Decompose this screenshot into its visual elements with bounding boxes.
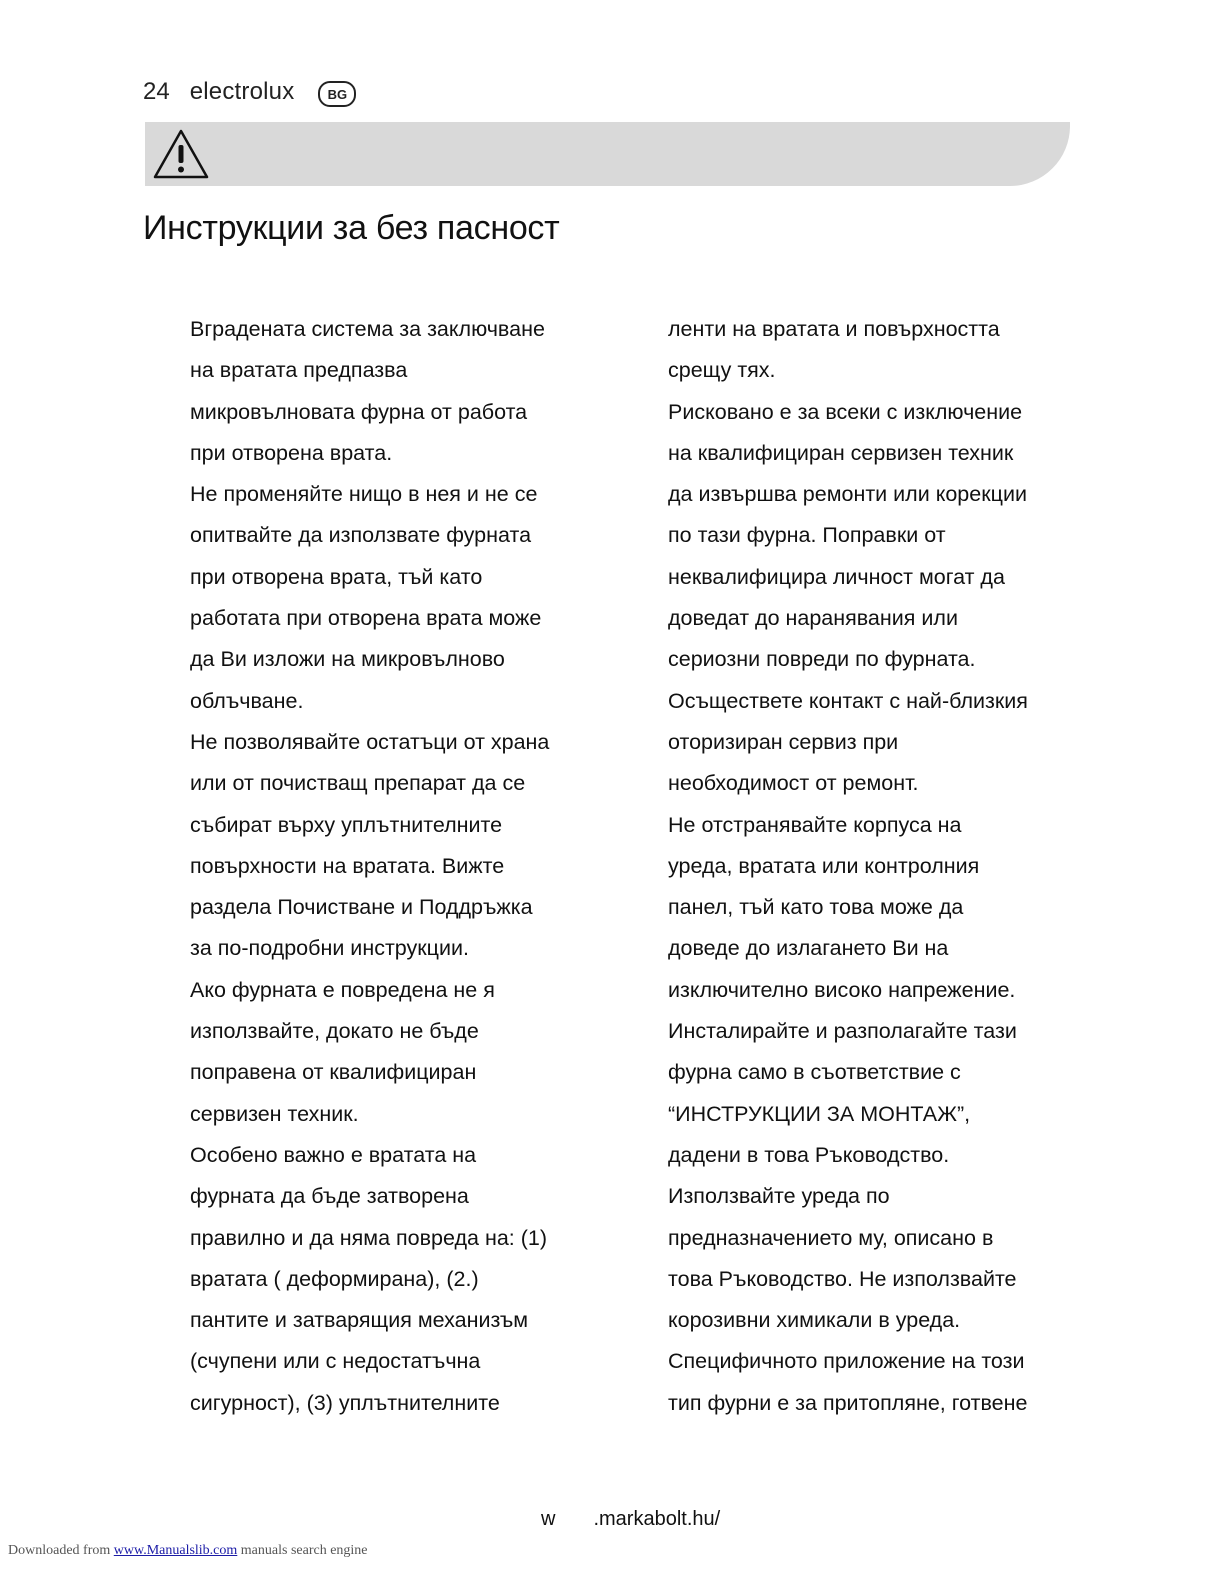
text-line: при отворена врата.	[190, 440, 393, 465]
brand-logo: electrolux	[189, 78, 295, 105]
text-line: Инсталирайте и разполагайте тази	[668, 1019, 1017, 1044]
left-column	[190, 309, 610, 1424]
text-line: необходимост от ремонт.	[668, 771, 919, 796]
text-line: Особено важно е вратата на	[190, 1142, 477, 1167]
warning-banner	[145, 122, 1070, 186]
text-line: облъчване.	[190, 688, 304, 713]
text-line: уреда, вратата или контролния	[668, 853, 980, 878]
warning-triangle-icon	[152, 128, 210, 180]
footer-url-suffix: .markabolt.hu/	[593, 1508, 721, 1530]
text-line: микровълновата фурна от работа	[190, 399, 528, 424]
text-line: опитвайте да използвате фурната	[190, 523, 532, 548]
text-line: това Ръководство. Не използвайте	[668, 1266, 1017, 1291]
text-line: работата при отворена врата може	[190, 606, 542, 631]
text-line: неквалифицира личност могат да	[668, 564, 1005, 589]
download-suffix: manuals search engine	[240, 1543, 368, 1558]
text-line: да извършва ремонти или корекции	[668, 482, 1027, 507]
page-header	[143, 74, 356, 110]
text-line: сигурност), (3) уплътнителните	[190, 1390, 500, 1415]
text-line: Вградената система за заключване	[190, 317, 545, 341]
text-line: фурна само в съответствие с	[668, 1060, 961, 1085]
text-line: панел, тъй като това може да	[668, 895, 964, 920]
text-line: при отворена врата, тъй като	[190, 564, 483, 589]
text-line: вратата ( деформирана), (2.)	[190, 1266, 479, 1291]
text-line: оторизиран сервиз при	[668, 729, 899, 754]
text-line: по тази фурна. Поправки от	[668, 523, 946, 548]
footer-url-prefix: w	[541, 1508, 556, 1530]
text-line: сервизен техник.	[190, 1101, 359, 1126]
text-line: поправена от квалифициран	[190, 1060, 477, 1085]
download-prefix: Downloaded from	[8, 1543, 111, 1558]
text-line: Специфичното приложение на този	[668, 1349, 1025, 1374]
text-line: раздела Почистване и Поддръжка	[190, 895, 533, 920]
right-column	[668, 309, 1088, 1424]
text-line: събират върху уплътнителните	[190, 812, 503, 837]
text-line: повърхности на вратата. Вижте	[190, 853, 505, 878]
page-number: 24	[143, 78, 170, 105]
text-line: предназначението му, описано в	[668, 1225, 994, 1250]
text-line: фурната да бъде затворена	[190, 1184, 469, 1209]
manualslib-link[interactable]: www.Manualslib.com	[113, 1543, 238, 1558]
footer-url	[541, 1508, 720, 1531]
language-badge: BG	[318, 81, 356, 107]
page-title: Инструкции за без пасност	[143, 209, 560, 247]
download-notice	[8, 1543, 368, 1559]
text-line: Рисковано е за всеки с изключение	[668, 399, 1023, 424]
text-line: Ако фурната е повредена не я	[190, 977, 495, 1002]
text-line: “ИНСТРУКЦИИ ЗА МОНТАЖ”,	[668, 1101, 971, 1126]
text-line: на квалифициран сервизен техник	[668, 440, 1014, 465]
text-line: корозивни химикали в уреда.	[668, 1308, 961, 1333]
text-line: (счупени или с недостатъчна	[190, 1349, 481, 1374]
text-line: на вратата предпазва	[190, 358, 408, 383]
text-line: Не позволявайте остатъци от храна	[190, 729, 550, 754]
text-line: правилно и да няма повреда на: (1)	[190, 1225, 548, 1250]
text-line: доведат до наранявания или	[668, 606, 958, 631]
text-line: или от почистващ препарат да се	[190, 771, 526, 796]
text-line: Не променяйте нищо в нея и не се	[190, 482, 538, 507]
text-line: изключително високо напрежение.	[668, 977, 1016, 1002]
text-line: да Ви изложи на микровълново	[190, 647, 505, 672]
text-line: Използвайте уреда по	[668, 1184, 890, 1209]
text-line: ленти на вратата и повърхността	[668, 317, 1000, 341]
text-line: Осъществете контакт с най-близкия	[668, 688, 1028, 713]
text-line: сериозни повреди по фурната.	[668, 647, 976, 672]
text-line: пантите и затварящия механизъм	[190, 1308, 529, 1333]
text-line: за по-подробни инструкции.	[190, 936, 469, 961]
text-line: използвайте, докато не бъде	[190, 1019, 479, 1044]
text-line: дадени в това Ръководство.	[668, 1142, 950, 1167]
text-line: Не отстранявайте корпуса на	[668, 812, 962, 837]
text-line: тип фурни е за притопляне, готвене	[668, 1390, 1028, 1415]
text-line: срещу тях.	[668, 358, 776, 383]
text-line: доведе до излагането Ви на	[668, 936, 949, 961]
